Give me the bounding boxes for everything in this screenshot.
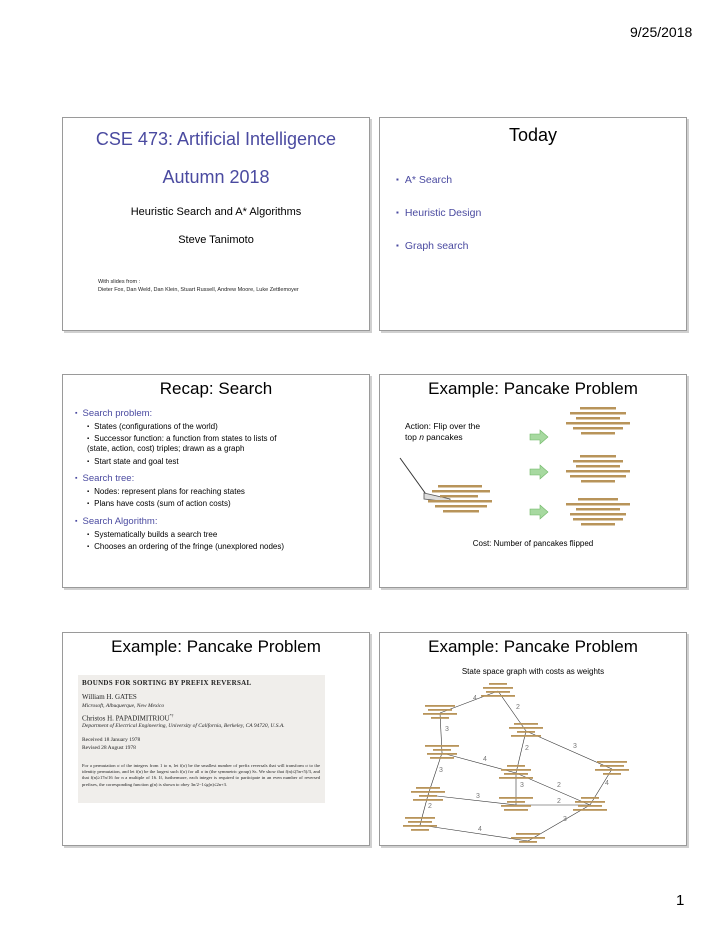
spatula-handle xyxy=(400,458,428,497)
edge-weight-label: 4 xyxy=(478,826,482,833)
header-date: 9/25/2018 xyxy=(630,24,693,40)
pancake-stack-state xyxy=(566,455,630,483)
edge-weight-label: 4 xyxy=(483,756,487,763)
list-item: ▪ Start state and goal test xyxy=(87,457,179,467)
slide-today xyxy=(379,117,687,331)
list-item: ▪ Systematically builds a search tree xyxy=(87,530,217,540)
edge-weight-label: 3 xyxy=(573,743,577,750)
cost-caption: Cost: Number of pancakes flipped xyxy=(472,539,594,548)
graph-node-stack xyxy=(509,723,543,737)
edge-weight-label: 2 xyxy=(557,782,561,789)
graph-edge xyxy=(498,691,526,731)
bullet-item: ▪ Heuristic Design xyxy=(396,207,481,219)
paper-abstract: For a permutation σ of the integers from 1 to n, let f(σ) be the smallest number of prefix reversals that will transform σ to the identity permutation, and let f(n) be the largest such f(σ) for all σ in (the symmetric group) Sₙ. We show that f(n)≤(5n+5)/3, and that f(n)≥17n/16 for n a multiple of 16. If, furthermore, each integer is required to participate in an even number of reversed prefixes, the corresponding function g(n) is shown to obey 3n/2−1≤g(n)≤2n+3. xyxy=(82,763,320,787)
slide-title xyxy=(62,117,370,331)
paper-author: William H. GATES xyxy=(82,693,137,701)
section-heading: ▪ Search problem: xyxy=(75,408,152,419)
edge-weight-label: 4 xyxy=(473,695,477,702)
state-space-graph xyxy=(380,633,686,845)
graph-node-stack xyxy=(411,787,445,801)
slide-heading: Today xyxy=(508,125,558,145)
slide-heading: Example: Pancake Problem xyxy=(428,379,638,398)
paper-author: Christos H. PAPADIMITRIOU*† xyxy=(82,713,174,723)
graph-node-stack xyxy=(573,797,607,811)
arrow-right-icon xyxy=(530,465,548,479)
graph-node-stack xyxy=(481,683,515,697)
pancake-stack-state xyxy=(566,498,630,526)
edge-weight-label: 4 xyxy=(605,780,609,787)
list-item: ▪ States (configurations of the world) xyxy=(87,422,218,432)
term-title: Autumn 2018 xyxy=(162,167,270,187)
action-description: Action: Flip over the top n pancakes xyxy=(405,421,481,442)
paper-excerpt xyxy=(78,675,325,803)
paper-title: BOUNDS FOR SORTING BY PREFIX REVERSAL xyxy=(82,679,252,687)
section-heading: ▪ Search tree: xyxy=(75,473,134,484)
edge-weight-label: 3 xyxy=(563,816,567,823)
graph-node-stack xyxy=(595,761,629,775)
slide-recap-search xyxy=(62,374,370,588)
lecture-author: Steve Tanimoto xyxy=(178,234,254,246)
page-number: 1 xyxy=(676,892,685,909)
edge-weight-label: 3 xyxy=(439,767,443,774)
graph-edge xyxy=(440,713,442,753)
lecture-subtitle: Heuristic Search and A* Algorithms xyxy=(130,206,302,218)
edge-weight-label: 2 xyxy=(557,798,561,805)
slide-pancake-problem xyxy=(379,374,687,588)
slide-heading: Recap: Search xyxy=(159,379,273,398)
pancake-stack-state xyxy=(566,407,630,435)
edge-weight-label: 3 xyxy=(445,726,449,733)
graph-caption: State space graph with costs as weights xyxy=(461,667,605,676)
slide-credits: With slides from : Dieter Fox, Dan Weld, Dan Klein, Stuart Russell, Andrew Moore, Luke Zettlemoyer xyxy=(98,279,299,293)
slide-heading: Example: Pancake Problem xyxy=(111,637,321,656)
edge-weight-label: 3 xyxy=(520,782,524,789)
course-title: CSE 473: Artificial Intelligence xyxy=(95,129,337,149)
paper-affiliation: Department of Electrical Engineering, University of California, Berkeley, CA 94720, U.S.A. xyxy=(82,723,285,729)
pancake-illustration xyxy=(380,375,686,587)
slide-pancake-graph xyxy=(379,632,687,846)
bullet-item: ▪ A* Search xyxy=(396,174,452,186)
edge-weight-label: 2 xyxy=(428,803,432,810)
list-item: ▪ Successor function: a function from states to lists of (state, action, cost) triples; drawn as a graph xyxy=(87,434,277,454)
slide-pancake-paper xyxy=(62,632,370,846)
paper-affiliation: Microsoft, Albuquerque, New Mexico xyxy=(82,703,165,709)
list-item: ▪ Nodes: represent plans for reaching states xyxy=(87,487,245,497)
paper-revised: Revised 28 August 1978 xyxy=(82,745,136,751)
arrow-right-icon xyxy=(530,430,548,444)
slide-heading: Example: Pancake Problem xyxy=(428,637,638,656)
section-heading: ▪ Search Algorithm: xyxy=(75,516,157,527)
edge-weight-label: 3 xyxy=(476,793,480,800)
list-item: ▪ Plans have costs (sum of action costs) xyxy=(87,499,231,509)
bullet-item: ▪ Graph search xyxy=(396,240,468,252)
edge-weight-label: 2 xyxy=(525,745,529,752)
edge-weight-label: 2 xyxy=(516,704,520,711)
list-item: ▪ Chooses an ordering of the fringe (unexplored nodes) xyxy=(87,542,284,552)
arrow-right-icon xyxy=(530,505,548,519)
paper-received: Received 18 January 1978 xyxy=(82,737,141,743)
